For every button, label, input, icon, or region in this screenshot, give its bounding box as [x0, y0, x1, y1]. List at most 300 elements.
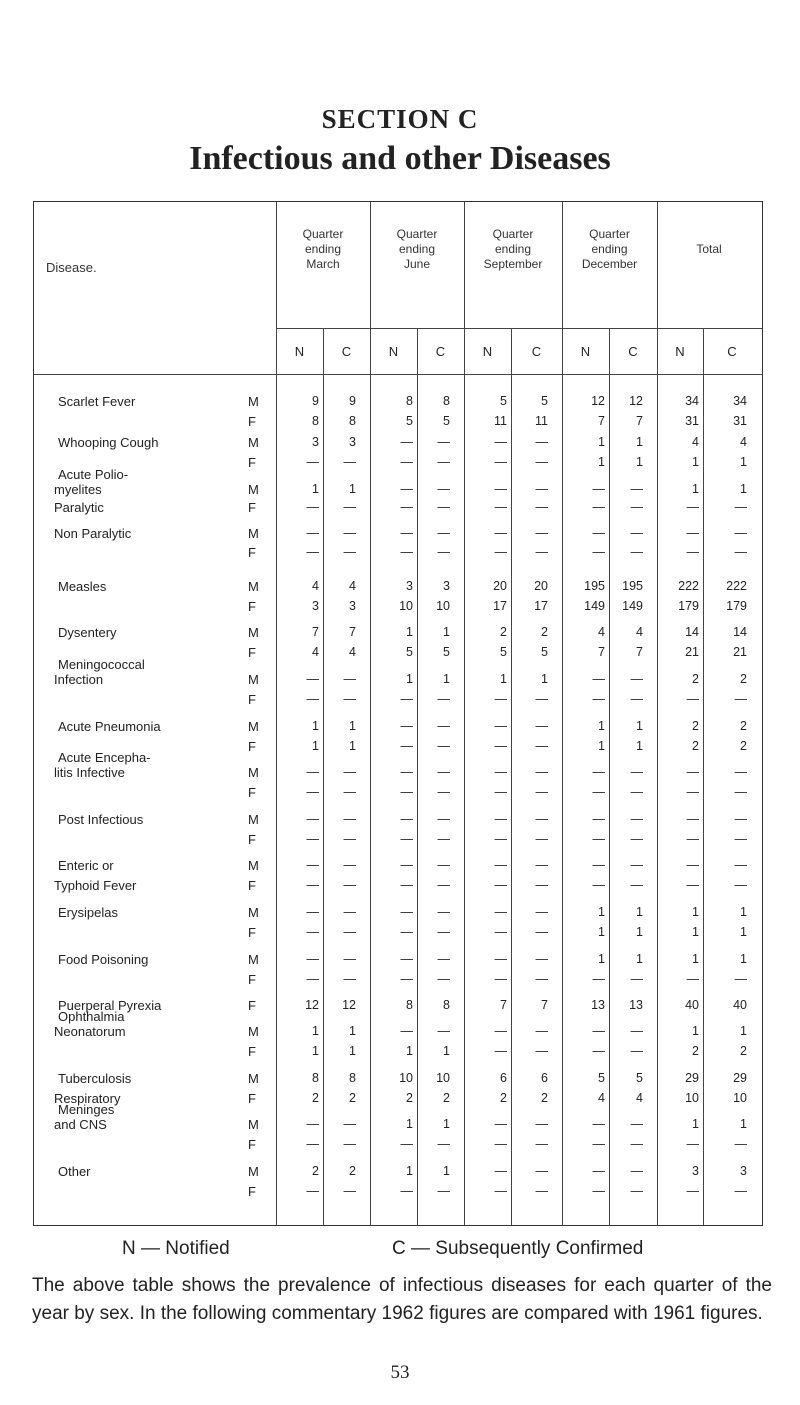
- table-cell: —: [343, 812, 356, 826]
- sex-label: M: [248, 812, 259, 827]
- table-cell: 1: [312, 1024, 319, 1038]
- table-cell: —: [734, 972, 747, 986]
- table-cell: 8: [349, 1071, 356, 1085]
- table-cell: 4: [349, 579, 356, 593]
- table-cell: —: [343, 952, 356, 966]
- table-cell: 222: [726, 579, 747, 593]
- table-cell: 12: [342, 998, 356, 1012]
- table-cell: 1: [349, 739, 356, 753]
- sex-label: M: [248, 1117, 259, 1132]
- table-cell: 1: [312, 739, 319, 753]
- table-cell: —: [494, 545, 507, 559]
- disease-label: Paralytic: [54, 500, 104, 515]
- table-cell: 13: [591, 998, 605, 1012]
- table-cell: 4: [636, 625, 643, 639]
- quarter-column-header: Quarter ending March: [302, 227, 344, 271]
- table-cell: 7: [349, 625, 356, 639]
- table-cell: 9: [349, 394, 356, 408]
- table-cell: 2: [541, 625, 548, 639]
- table-cell: —: [343, 500, 356, 514]
- table-cell: 1: [636, 719, 643, 733]
- table-cell: 7: [636, 645, 643, 659]
- table-cell: —: [306, 858, 319, 872]
- table-cell: —: [630, 526, 643, 540]
- table-cell: —: [400, 765, 413, 779]
- table-cell: —: [437, 785, 450, 799]
- table-cell: —: [535, 765, 548, 779]
- table-cell: —: [494, 1164, 507, 1178]
- table-cell: 149: [622, 599, 643, 613]
- sex-label: M: [248, 905, 259, 920]
- table-cell: —: [686, 832, 699, 846]
- notified-subheader: N: [388, 344, 399, 359]
- table-cell: —: [535, 925, 548, 939]
- table-cell: 1: [312, 719, 319, 733]
- table-cell: 9: [312, 394, 319, 408]
- page-title: Infectious and other Diseases: [189, 140, 611, 177]
- table-cell: —: [437, 832, 450, 846]
- table-cell: —: [437, 765, 450, 779]
- table-cell: 1: [692, 1024, 699, 1038]
- table-cell: —: [306, 812, 319, 826]
- table-cell: —: [734, 500, 747, 514]
- table-cell: 2: [349, 1164, 356, 1178]
- table-cell: —: [734, 692, 747, 706]
- table-cell: 222: [678, 579, 699, 593]
- table-cell: —: [437, 739, 450, 753]
- table-cell: —: [630, 785, 643, 799]
- table-cell: 2: [312, 1091, 319, 1105]
- sex-label: M: [248, 435, 259, 450]
- sex-label: M: [248, 952, 259, 967]
- disease-label: Respiratory: [54, 1091, 121, 1106]
- sex-label: M: [248, 482, 259, 497]
- table-cell: —: [686, 1184, 699, 1198]
- table-cell: 195: [622, 579, 643, 593]
- table-cell: 14: [685, 625, 699, 639]
- table-cell: —: [400, 878, 413, 892]
- sex-label: F: [248, 739, 256, 754]
- column-divider: [276, 202, 277, 1225]
- quarter-column-header: Quarter ending June: [396, 227, 438, 271]
- table-cell: 8: [443, 998, 450, 1012]
- table-cell: 6: [541, 1071, 548, 1085]
- table-cell: 10: [436, 1071, 450, 1085]
- table-cell: —: [306, 692, 319, 706]
- table-cell: 1: [312, 482, 319, 496]
- sex-label: F: [248, 545, 256, 560]
- table-cell: —: [535, 1137, 548, 1151]
- table-cell: —: [592, 832, 605, 846]
- table-cell: —: [400, 455, 413, 469]
- table-cell: 5: [443, 414, 450, 428]
- table-cell: —: [437, 500, 450, 514]
- table-cell: 4: [598, 1091, 605, 1105]
- table-cell: 8: [406, 998, 413, 1012]
- sex-label: F: [248, 645, 256, 660]
- table-cell: 2: [692, 1044, 699, 1058]
- table-cell: 13: [629, 998, 643, 1012]
- table-cell: 1: [598, 435, 605, 449]
- quarter-column-header: Quarter ending December: [581, 227, 638, 271]
- table-cell: —: [306, 785, 319, 799]
- sex-label: M: [248, 625, 259, 640]
- disease-label: Typhoid Fever: [54, 878, 137, 893]
- table-cell: 11: [535, 414, 548, 428]
- table-cell: —: [592, 482, 605, 496]
- sex-label: M: [248, 1164, 259, 1179]
- table-cell: —: [400, 739, 413, 753]
- quarter-column-header: Quarter ending September: [483, 227, 543, 271]
- table-cell: —: [400, 526, 413, 540]
- table-cell: —: [592, 1044, 605, 1058]
- table-cell: 5: [541, 645, 548, 659]
- table-cell: 34: [733, 394, 747, 408]
- sex-label: F: [248, 414, 256, 429]
- column-divider: [370, 202, 371, 1225]
- table-cell: —: [437, 878, 450, 892]
- table-cell: —: [734, 1137, 747, 1151]
- disease-label: Enteric or: [58, 858, 114, 873]
- disease-label: Infection: [54, 672, 104, 687]
- table-cell: 10: [733, 1091, 747, 1105]
- subheader-rule: [34, 374, 762, 375]
- table-cell: 1: [598, 719, 605, 733]
- table-cell: 7: [598, 414, 605, 428]
- table-cell: 5: [541, 394, 548, 408]
- table-cell: —: [437, 545, 450, 559]
- table-cell: —: [343, 832, 356, 846]
- table-cell: —: [306, 545, 319, 559]
- table-cell: —: [306, 500, 319, 514]
- table-cell: 1: [443, 625, 450, 639]
- sex-label: F: [248, 599, 256, 614]
- header-rule: [276, 328, 762, 329]
- table-cell: —: [494, 1024, 507, 1038]
- sex-label: F: [248, 500, 256, 515]
- legend-notified: N — Notified: [122, 1238, 230, 1259]
- table-cell: —: [306, 972, 319, 986]
- table-cell: —: [592, 500, 605, 514]
- table-cell: —: [400, 972, 413, 986]
- table-cell: 1: [598, 925, 605, 939]
- table-cell: —: [494, 925, 507, 939]
- table-cell: —: [343, 1184, 356, 1198]
- table-cell: 4: [312, 579, 319, 593]
- table-cell: —: [734, 812, 747, 826]
- table-cell: —: [494, 812, 507, 826]
- table-cell: 195: [584, 579, 605, 593]
- table-cell: 4: [349, 645, 356, 659]
- table-cell: 1: [598, 952, 605, 966]
- table-cell: 2: [500, 625, 507, 639]
- table-cell: 8: [406, 394, 413, 408]
- table-cell: 1: [443, 672, 450, 686]
- table-cell: 1: [692, 905, 699, 919]
- table-cell: —: [535, 455, 548, 469]
- sex-label: M: [248, 858, 259, 873]
- table-cell: 5: [406, 645, 413, 659]
- table-cell: —: [494, 455, 507, 469]
- column-divider: [464, 202, 465, 1225]
- table-cell: —: [535, 812, 548, 826]
- table-cell: 1: [349, 1044, 356, 1058]
- table-cell: —: [686, 812, 699, 826]
- table-cell: —: [592, 785, 605, 799]
- table-cell: —: [592, 1024, 605, 1038]
- table-cell: 10: [685, 1091, 699, 1105]
- disease-label: Scarlet Fever: [58, 394, 136, 409]
- table-cell: 2: [692, 719, 699, 733]
- table-cell: —: [535, 1024, 548, 1038]
- table-cell: —: [437, 1137, 450, 1151]
- table-cell: —: [400, 832, 413, 846]
- table-cell: —: [592, 672, 605, 686]
- table-cell: 3: [312, 599, 319, 613]
- table-cell: —: [343, 925, 356, 939]
- table-cell: —: [686, 765, 699, 779]
- table-cell: —: [306, 878, 319, 892]
- table-cell: —: [494, 500, 507, 514]
- table-cell: 5: [443, 645, 450, 659]
- table-cell: —: [343, 1137, 356, 1151]
- table-cell: —: [306, 952, 319, 966]
- table-cell: 1: [349, 1024, 356, 1038]
- table-cell: 14: [733, 625, 747, 639]
- table-cell: 1: [692, 482, 699, 496]
- table-cell: 1: [443, 1164, 450, 1178]
- table-cell: —: [343, 692, 356, 706]
- table-cell: 34: [685, 394, 699, 408]
- table-cell: 3: [406, 579, 413, 593]
- sex-label: F: [248, 1137, 256, 1152]
- table-cell: —: [630, 672, 643, 686]
- table-cell: 1: [692, 455, 699, 469]
- table-cell: —: [535, 1044, 548, 1058]
- table-cell: 5: [636, 1071, 643, 1085]
- table-cell: 5: [406, 414, 413, 428]
- table-cell: 29: [685, 1071, 699, 1085]
- table-cell: 21: [733, 645, 747, 659]
- table-cell: —: [592, 972, 605, 986]
- table-cell: —: [630, 1117, 643, 1131]
- table-cell: —: [592, 526, 605, 540]
- table-cell: —: [734, 1184, 747, 1198]
- notified-subheader: N: [482, 344, 493, 359]
- table-cell: —: [306, 832, 319, 846]
- table-cell: —: [437, 1184, 450, 1198]
- table-cell: —: [686, 878, 699, 892]
- table-cell: 4: [692, 435, 699, 449]
- table-cell: 3: [740, 1164, 747, 1178]
- table-cell: —: [306, 672, 319, 686]
- legend-confirmed: C — Subsequently Confirmed: [392, 1238, 644, 1259]
- table-cell: 4: [636, 1091, 643, 1105]
- table-cell: —: [535, 435, 548, 449]
- sex-label: F: [248, 972, 256, 987]
- table-cell: —: [592, 1117, 605, 1131]
- table-cell: —: [494, 952, 507, 966]
- table-cell: —: [630, 500, 643, 514]
- table-cell: 4: [740, 435, 747, 449]
- table-cell: —: [535, 952, 548, 966]
- table-cell: —: [343, 526, 356, 540]
- table-cell: —: [437, 435, 450, 449]
- table-cell: —: [686, 972, 699, 986]
- table-cell: 1: [636, 905, 643, 919]
- table-cell: 7: [500, 998, 507, 1012]
- table-cell: 1: [692, 1117, 699, 1131]
- table-cell: —: [494, 1137, 507, 1151]
- table-cell: —: [437, 455, 450, 469]
- table-cell: —: [343, 672, 356, 686]
- table-cell: 11: [494, 414, 507, 428]
- table-cell: 20: [493, 579, 507, 593]
- sex-label: M: [248, 526, 259, 541]
- table-cell: —: [686, 526, 699, 540]
- table-cell: —: [343, 545, 356, 559]
- table-cell: —: [306, 1137, 319, 1151]
- sex-label: F: [248, 998, 256, 1013]
- table-cell: —: [494, 785, 507, 799]
- table-cell: 1: [406, 672, 413, 686]
- table-cell: —: [734, 545, 747, 559]
- table-cell: 3: [692, 1164, 699, 1178]
- sex-label: M: [248, 579, 259, 594]
- diseases-table: [33, 201, 763, 1226]
- sex-label: F: [248, 785, 256, 800]
- table-cell: —: [630, 545, 643, 559]
- table-cell: 1: [636, 952, 643, 966]
- table-cell: —: [400, 500, 413, 514]
- subcolumn-divider: [703, 328, 704, 1225]
- table-cell: 1: [636, 925, 643, 939]
- table-cell: 1: [406, 1044, 413, 1058]
- table-cell: —: [494, 719, 507, 733]
- table-cell: 4: [598, 625, 605, 639]
- table-cell: 1: [740, 455, 747, 469]
- table-cell: 1: [406, 1117, 413, 1131]
- table-cell: —: [343, 972, 356, 986]
- table-cell: —: [686, 545, 699, 559]
- table-cell: 10: [399, 599, 413, 613]
- sex-label: F: [248, 1091, 256, 1106]
- sex-label: F: [248, 692, 256, 707]
- table-cell: 1: [636, 435, 643, 449]
- disease-label: Acute Polio-: [58, 467, 129, 482]
- table-cell: 2: [406, 1091, 413, 1105]
- confirmed-subheader: C: [531, 344, 542, 359]
- column-divider: [562, 202, 563, 1225]
- table-cell: —: [400, 435, 413, 449]
- notified-subheader: N: [294, 344, 305, 359]
- table-cell: 2: [692, 739, 699, 753]
- table-cell: —: [535, 1184, 548, 1198]
- table-cell: 1: [740, 925, 747, 939]
- sex-label: F: [248, 1184, 256, 1199]
- table-cell: 29: [733, 1071, 747, 1085]
- table-cell: 5: [500, 645, 507, 659]
- table-cell: —: [592, 692, 605, 706]
- table-cell: —: [686, 858, 699, 872]
- table-cell: 6: [500, 1071, 507, 1085]
- sex-label: M: [248, 719, 259, 734]
- table-cell: —: [343, 878, 356, 892]
- table-cell: 2: [443, 1091, 450, 1105]
- table-cell: —: [734, 878, 747, 892]
- table-cell: 2: [692, 672, 699, 686]
- total-column-header: Total: [696, 242, 722, 256]
- table-cell: 21: [685, 645, 699, 659]
- table-cell: —: [437, 1024, 450, 1038]
- table-cell: —: [494, 1044, 507, 1058]
- disease-label: Post Infectious: [58, 812, 144, 827]
- table-cell: —: [592, 545, 605, 559]
- table-cell: 1: [740, 1117, 747, 1131]
- table-cell: —: [343, 785, 356, 799]
- table-cell: —: [400, 1024, 413, 1038]
- table-cell: —: [535, 500, 548, 514]
- table-cell: 3: [349, 435, 356, 449]
- table-cell: 1: [406, 1164, 413, 1178]
- table-cell: —: [734, 832, 747, 846]
- table-cell: 1: [312, 1044, 319, 1058]
- table-cell: —: [630, 972, 643, 986]
- table-cell: 179: [678, 599, 699, 613]
- table-cell: —: [630, 1184, 643, 1198]
- table-cell: —: [630, 812, 643, 826]
- table-cell: 8: [312, 414, 319, 428]
- table-cell: —: [535, 739, 548, 753]
- table-cell: 2: [541, 1091, 548, 1105]
- disease-label: Meninges: [58, 1102, 115, 1117]
- table-cell: 12: [591, 394, 605, 408]
- disease-label: Erysipelas: [58, 905, 118, 920]
- table-cell: —: [306, 765, 319, 779]
- notified-subheader: N: [580, 344, 591, 359]
- table-cell: —: [343, 1117, 356, 1131]
- table-cell: 1: [740, 482, 747, 496]
- notified-subheader: N: [675, 344, 685, 359]
- table-cell: 2: [349, 1091, 356, 1105]
- table-cell: —: [630, 692, 643, 706]
- table-cell: —: [494, 692, 507, 706]
- table-cell: —: [535, 832, 548, 846]
- table-cell: 3: [349, 599, 356, 613]
- table-cell: —: [535, 972, 548, 986]
- table-cell: —: [734, 526, 747, 540]
- table-cell: 7: [598, 645, 605, 659]
- table-cell: 1: [692, 952, 699, 966]
- disease-label: Ophthalmia: [58, 1009, 125, 1024]
- table-cell: —: [686, 785, 699, 799]
- disease-label: Other: [58, 1164, 91, 1179]
- table-cell: —: [535, 858, 548, 872]
- confirmed-subheader: C: [435, 344, 446, 359]
- table-cell: —: [343, 858, 356, 872]
- table-cell: —: [494, 1184, 507, 1198]
- table-cell: —: [630, 878, 643, 892]
- table-cell: —: [437, 858, 450, 872]
- sex-label: M: [248, 765, 259, 780]
- table-cell: 3: [443, 579, 450, 593]
- table-cell: —: [437, 482, 450, 496]
- table-cell: —: [592, 878, 605, 892]
- page-number: 53: [390, 1362, 410, 1383]
- table-cell: —: [400, 545, 413, 559]
- table-cell: —: [400, 482, 413, 496]
- table-cell: —: [535, 545, 548, 559]
